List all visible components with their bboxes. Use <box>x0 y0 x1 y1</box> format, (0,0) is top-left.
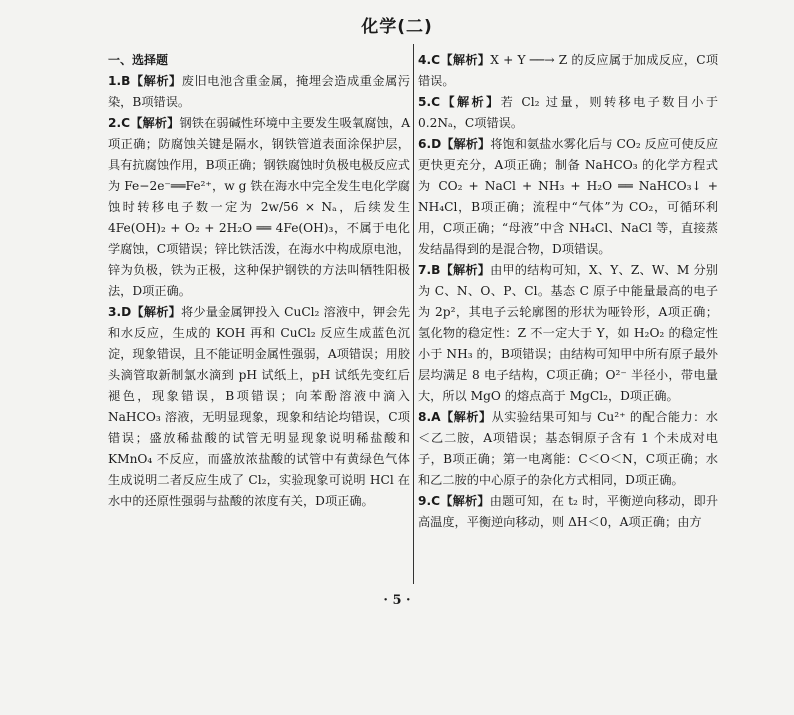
answer-number: 9.C <box>418 494 441 508</box>
answer-number: 7.B <box>418 263 441 277</box>
answer-number: 5.C <box>418 95 441 109</box>
answer-text: 由甲的结构可知，X、Y、Z、W、M 分别为 C、N、O、P、Cl。基态 C 原子中能量最高的电子为 2p²，其电子云轮廓图的形状为哑铃形，A项正确；氢化物的稳定性：Z 不一定大于 Y，如 H₂O₂ 的稳定性小于 NH₃ 的，B项错误；由结构可知甲中所有原子最外层均满足 8 电子结构，C项正确；O²⁻ 半径小，带电量大，所以 MgO 的熔点高于 MgCl₂，D项正确。 <box>418 263 718 403</box>
answer-number: 1.B <box>108 74 131 88</box>
analysis-tag: 【解析】 <box>441 137 491 151</box>
answer-text: 由题可知，在 t₂ 时，平衡逆向移动，即升高温度，平衡逆向移动，则 ΔH＜0，A项正确；由方 <box>418 494 719 529</box>
analysis-tag: 【解析】 <box>440 95 501 109</box>
answer-text: 废旧电池含重金属，掩埋会造成重金属污染，B项错误。 <box>108 74 411 109</box>
answer-item-6 <box>418 134 718 260</box>
analysis-tag: 【解析】 <box>440 494 490 508</box>
answer-text: 将饱和氨盐水雾化后与 CO₂ 反应可使反应更快更充分，A项正确；制备 NaHCO₃ 的化学方程式为 CO₂ + NaCl + NH₃ + H₂O ══ NaHCO₃↓ + NH₄Cl，B项正确；流程中“气体”为 CO₂，可循环利用，C项正确；“母液”中含 NH₄Cl、NaCl 等，直接蒸发结晶得到的是混合物，D项错误。 <box>418 137 719 256</box>
answer-text: 将少量金属钾投入 CuCl₂ 溶液中，钾会先和水反应，生成的 KOH 再和 CuCl₂ 反应生成蓝色沉淀，现象错误，且不能证明金属性强弱，A项错误；用胶头滴管取新制氯水滴到 pH 试纸上，pH 试纸先变红后褪色，现象错误，B项错误；向苯酚溶液中滴入 NaHCO₃ 溶液，无明显现象，现象和结论均错误，C项错误；盛放稀盐酸的试管无明显现象说明稀盐酸和 KMnO₄ 不反应，而盛放浓盐酸的试管中有黄绿色气体生成说明二者反应生成了 Cl₂，实验现象可说明 HCl 在水中的还原性强弱与盐酸的浓度有关，D项正确。 <box>108 305 411 508</box>
answer-item-3 <box>108 302 410 512</box>
answer-number: 8.A <box>418 410 441 424</box>
answer-item-2 <box>108 113 410 302</box>
answer-item-9 <box>418 491 718 533</box>
page-number: · 5 · <box>383 593 411 608</box>
answer-number: 3.D <box>108 305 132 319</box>
answer-number: 2.C <box>108 116 131 130</box>
answer-item-8 <box>418 407 718 491</box>
analysis-tag: 【解析】 <box>130 74 182 88</box>
answer-item-1 <box>108 71 410 113</box>
answer-item-7 <box>418 260 718 407</box>
left-column <box>108 50 410 512</box>
analysis-tag: 【解析】 <box>131 305 181 319</box>
answer-text: X + Y ──→ Z 的反应属于加成反应，C项错误。 <box>418 53 719 88</box>
analysis-tag: 【解析】 <box>440 53 491 67</box>
answer-item-4 <box>418 50 718 92</box>
answer-item-5 <box>418 92 718 134</box>
answer-text: 钢铁在弱碱性环境中主要发生吸氧腐蚀，A项正确；防腐蚀关键是隔水，钢铁管道表面涂保护层，具有抗腐蚀作用，B项正确；钢铁腐蚀时负极电极反应式为 Fe−2e⁻══Fe²⁺，w g 铁在海水中完全发生电化学腐蚀时转移电子数一定为 2w/56 × Nₐ，后续发生 4Fe(OH)₂ + O₂ + 2H₂O ══ 4Fe(OH)₃，不属于电化学腐蚀，C项错误；锌比铁活泼，在海水中构成原电池，锌为负极，铁为正极，这种保护钢铁的方法叫牺牲阳极法，D项正确。 <box>108 116 410 298</box>
analysis-tag: 【解析】 <box>440 410 492 424</box>
answer-text: 若 Cl₂ 过量，则转移电子数目小于 0.2Nₐ，C项错误。 <box>418 95 719 130</box>
answer-text: 从实验结果可知与 Cu²⁺ 的配合能力：水＜乙二胺，A项错误；基态铜原子含有 1 个未成对电子，B项正确；第一电离能：C＜O＜N，C项正确；水和乙二胺的中心原子的杂化方式相同，D项正确。 <box>418 410 718 487</box>
column-divider <box>413 44 414 584</box>
analysis-tag: 【解析】 <box>130 116 180 130</box>
answer-number: 4.C <box>418 53 441 67</box>
right-column <box>418 50 718 533</box>
analysis-tag: 【解析】 <box>440 263 491 277</box>
answer-number: 6.D <box>418 137 442 151</box>
section-heading: 一、选择题 <box>108 53 169 67</box>
page-title: 化学(二) <box>361 17 433 37</box>
